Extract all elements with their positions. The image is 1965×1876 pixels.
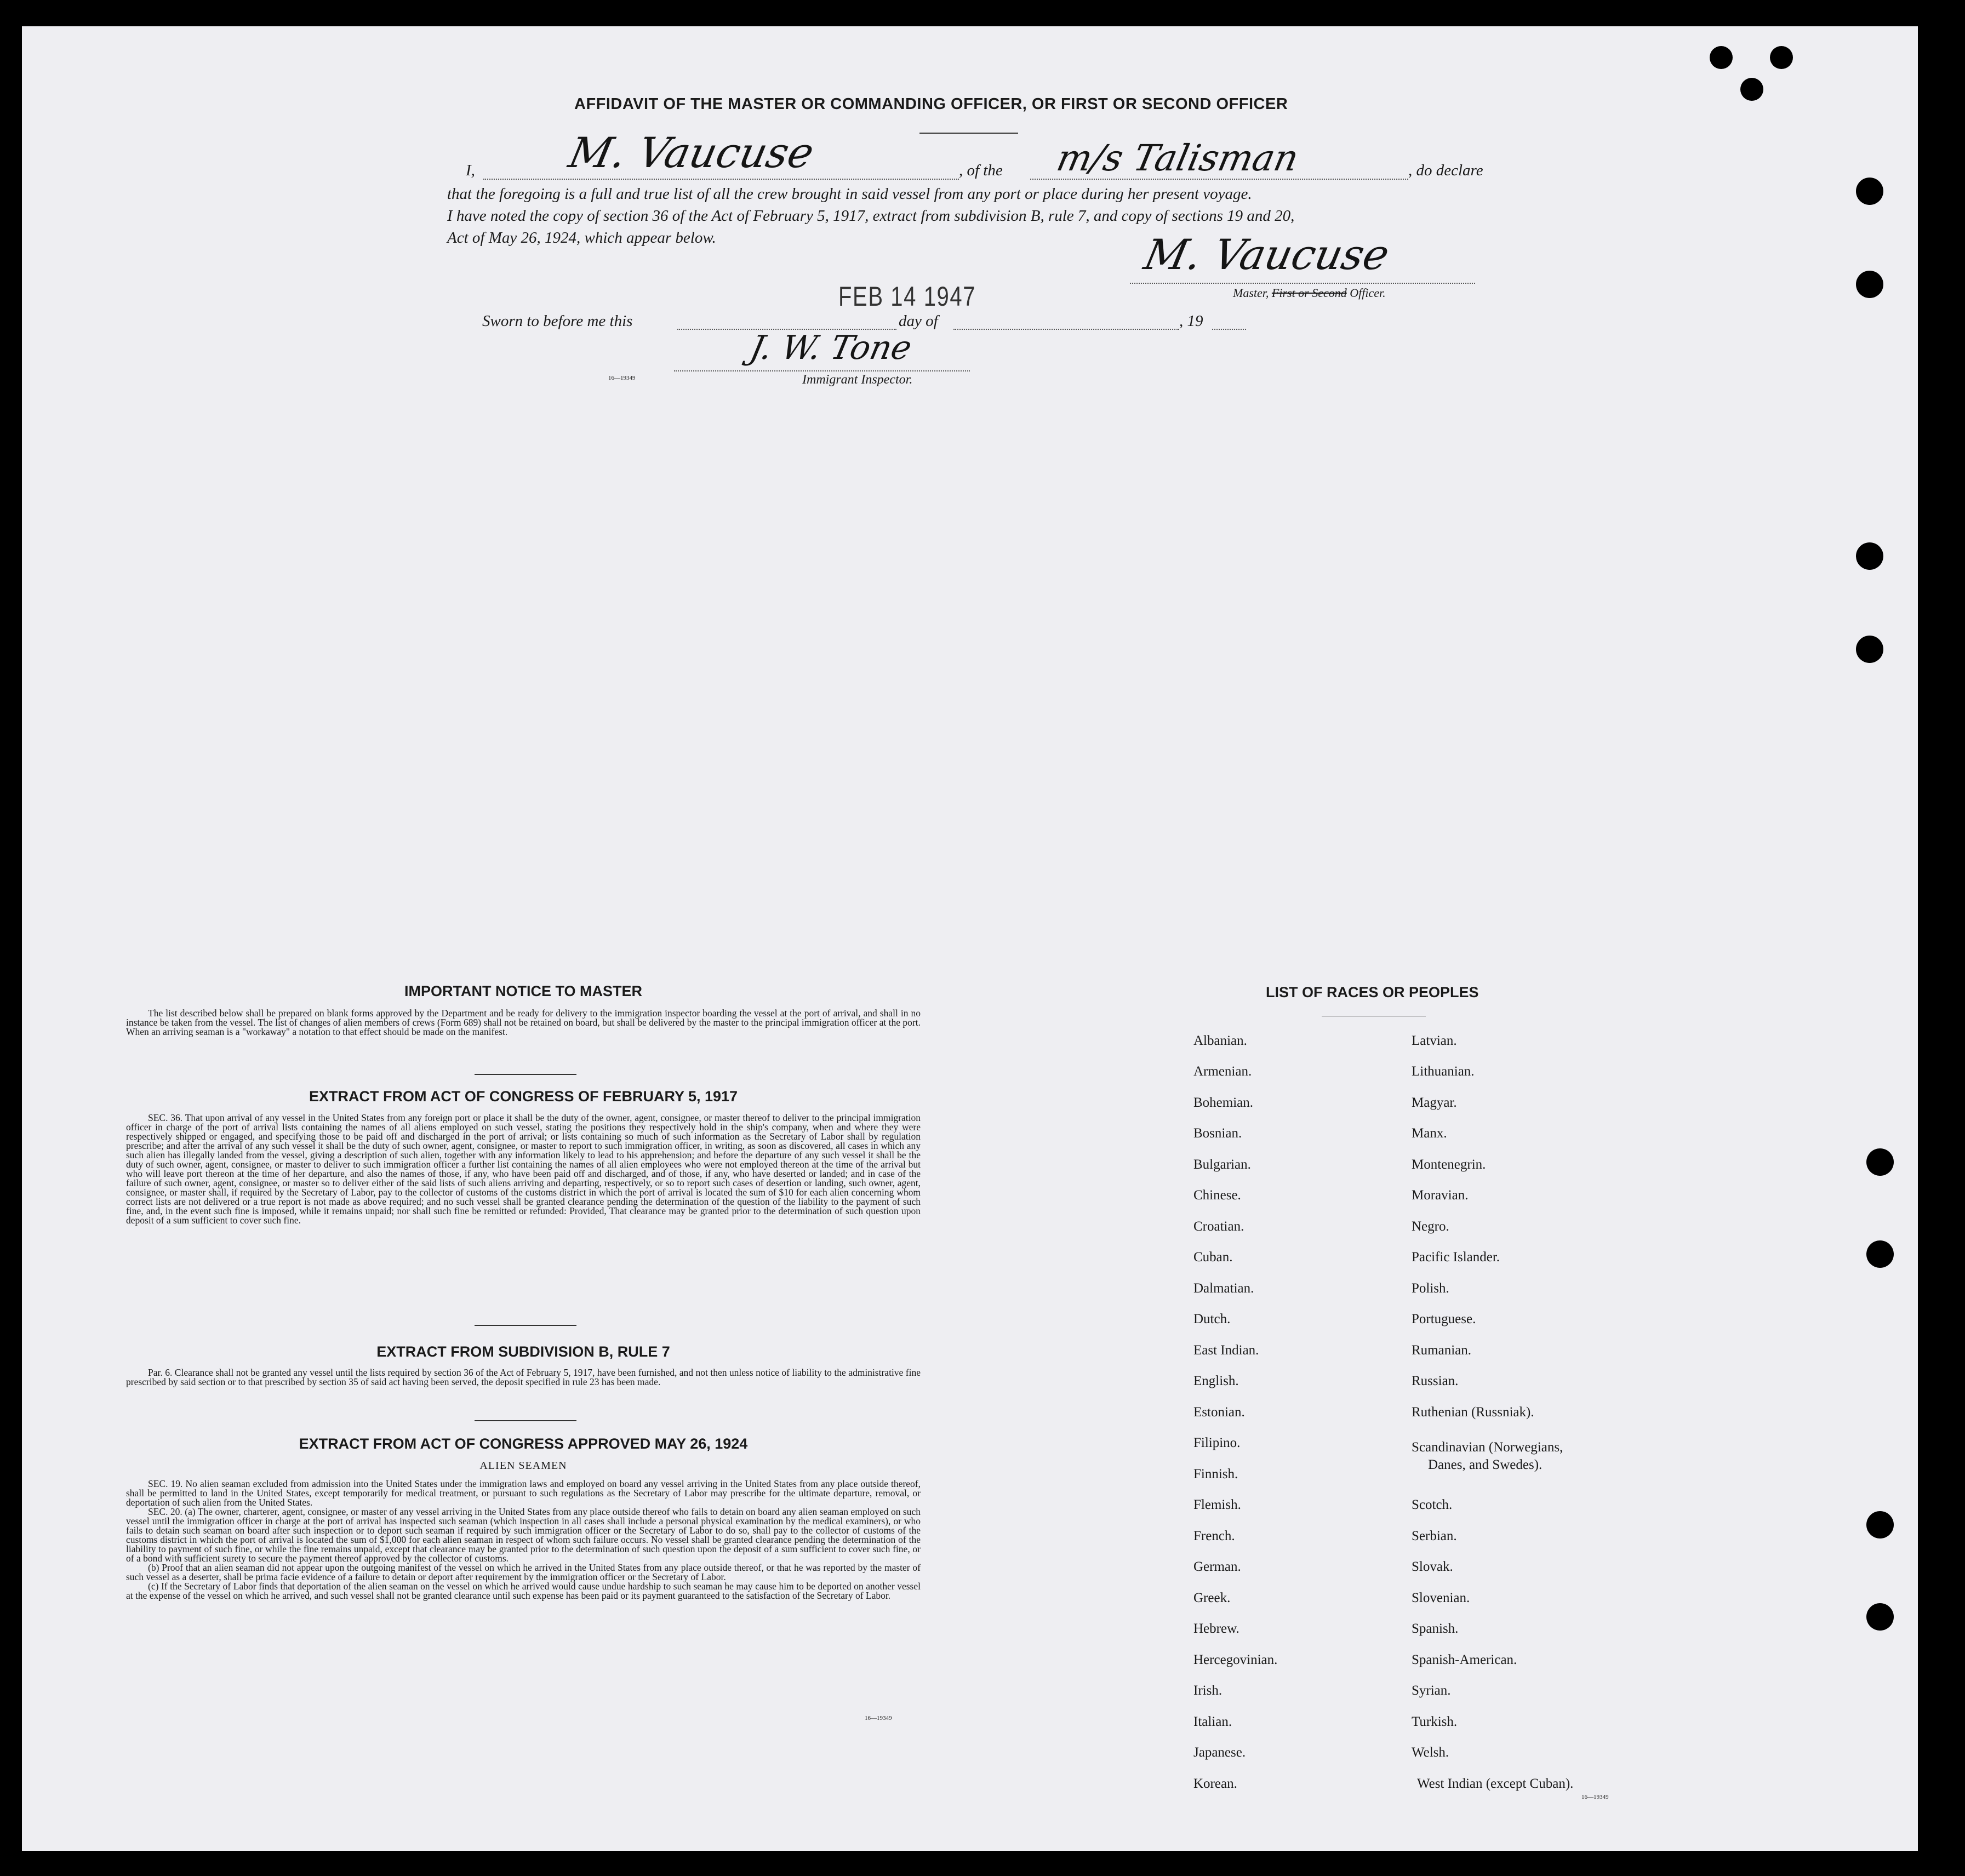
- extract-1924-title: EXTRACT FROM ACT OF CONGRESS APPROVED MAY 26, 1924: [299, 1435, 748, 1452]
- race-item: Manx.: [1412, 1126, 1447, 1141]
- race-item: Estonian.: [1193, 1405, 1245, 1420]
- rule-7-text: Par. 6. Clearance shall not be granted any vessel until the lists required by section 36 of the Act of February 5, 1917, have been furnished, and not then unless notice of liability to the administrative fine prescribed by said section or to that prescribed by section 35 of said act having been served, the deposit specified in rule 23 has been made.: [126, 1367, 921, 1387]
- date-stamp: FEB 14 1947: [838, 281, 976, 312]
- master-label-struck: First or Second: [1271, 286, 1347, 300]
- inspector-label: Immigrant Inspector.: [802, 373, 913, 387]
- form-number-left: 16—19349: [865, 1715, 892, 1721]
- race-item: Serbian.: [1412, 1529, 1457, 1543]
- race-item: French.: [1193, 1529, 1235, 1543]
- section-20a-text: SEC. 20. (a) The owner, charterer, agent, consignee, or master of any vessel arriving in the United States from any place outside thereof who fails to detain on board any alien seaman employed on such vessel until the immigration officer in charge at the port of arrival has inspected such seaman (which inspection in all cases shall include a personal physical examination by the medical examiners), or who fails to detain such seaman on board after such inspection or to deport such seaman if required by such immigration officer or the Secretary of Labor to do so, shall pay to the collector of customs of the customs district in which the port of arrival is located the sum of $1,000 for each alien seaman in respect of whom such failure occurs. No vessel shall be granted clearance pending the determination of the liability to payment of such fine, or while the fine remains unpaid, except that clearance may be granted prior to the determination of such question upon the deposit of a sum sufficient to cover such fine, or of a bond with sufficient surety to secure the payment thereof approved by the collector of customs.: [126, 1506, 921, 1564]
- punch-hole: [1866, 1240, 1894, 1268]
- section-20b-text: (b) Proof that an alien seaman did not appear upon the outgoing manifest of the vessel on which he arrived in the United States from any place outside thereof, or that he was reported by the master of such vessel as a deserter, shall be prima facie evidence of a failure to detain or deport after requirement by the immigration officer or the Secretary of Labor.: [126, 1562, 921, 1582]
- race-item: Irish.: [1193, 1683, 1223, 1698]
- race-item: Finnish.: [1193, 1467, 1238, 1482]
- master-name-handwriting: M. Vaucuse: [564, 128, 819, 177]
- section-20c-text: (c) If the Secretary of Labor finds that deportation of the alien seaman on the vessel on which he arrived would cause undue hardship to such seaman he may cause him to be deported on another vessel at the expense of the vessel on which he arrived, and such vessel shall not be granted clearance until such expense has been paid or its payment guaranteed to the satisfaction of the Secretary of Labor.: [126, 1581, 921, 1601]
- race-item: Bosnian.: [1193, 1126, 1242, 1141]
- punch-hole: [1866, 1603, 1894, 1631]
- sworn-month-field: [953, 329, 1179, 330]
- do-declare-label: , do declare: [1408, 162, 1483, 179]
- race-item: Bulgarian.: [1193, 1157, 1251, 1172]
- race-item: Spanish.: [1412, 1621, 1459, 1636]
- race-item: Lithuanian.: [1412, 1064, 1475, 1079]
- day-of-label: day of: [899, 312, 938, 330]
- race-item: Rumanian.: [1412, 1343, 1472, 1358]
- race-item: Ruthenian (Russniak).: [1412, 1405, 1534, 1420]
- race-item: Italian.: [1193, 1714, 1232, 1729]
- master-label-kept: Master,: [1233, 286, 1269, 300]
- section-divider: [475, 1325, 576, 1326]
- punch-hole: [1866, 1148, 1894, 1176]
- race-item: Russian.: [1412, 1374, 1459, 1388]
- race-item: Armenian.: [1193, 1064, 1252, 1079]
- punch-hole: [1740, 78, 1763, 101]
- extract-1917-text: SEC. 36. That upon arrival of any vessel in the United States from any foreign port or place it shall be the duty of the owner, agent, consignee, or master thereof to deliver to the principal immigration officer in charge of the port of arrival lists containing the names of all aliens employed on such vessel, stating the positions they respectively hold in the ship's company, when and where they were respectively shipped or engaged, and specifying those to be paid off and discharged in the port of arrival; or lists containing so much of such information as the Secretary of Labor shall by regulation prescribe; and after the arrival of any such vessel it shall be the duty of such owner, agent, consignee, or master to report to such immigration officer, in writing, as soon as discovered, all cases in which any such alien has illegally landed from the vessel, giving a description of such alien, together with any information likely to lead to his apprehension; and before the departure of any such vessel it shall be the duty of such owner, agent, consignee, or master to deliver to such immigration officer a further list containing the names of all alien employees who were not employed thereon at the time of the arrival but who will leave port thereon at the time of her departure, and also the names of those, if any, who have been paid off and discharged, and of those, if any, who have deserted or landed; and in case of the failure of such owner, agent, consignee, or master so to deliver either of the said lists of such aliens arriving and departing, respectively, or so to report such cases of desertion or landing, such owner, agent, consignee, or master shall, if required by the Secretary of Labor, pay to the collector of customs of the customs district in which the port of arrival is located the sum of $10 for each alien concerning whom correct lists are not delivered or a true report is not made as above required; and no such vessel shall be granted clearance pending the determination of the question of the liability to the payment of such fine, and, in the event such fine is imposed, while it remains unpaid; nor shall such fine be remitted or refunded: Provided, That clearance may be granted prior to the determination of such question upon deposit of a sum sufficient to cover such fine.: [126, 1112, 921, 1226]
- race-item: Scotch.: [1412, 1497, 1453, 1512]
- race-item: Montenegrin.: [1412, 1157, 1486, 1172]
- year-label: , 19: [1179, 312, 1203, 330]
- race-item: Negro.: [1412, 1219, 1449, 1234]
- affidavit-title: AFFIDAVIT OF THE MASTER OR COMMANDING OFFICER, OR FIRST OR SECOND OFFICER: [574, 95, 1288, 113]
- race-item: Portuguese.: [1412, 1312, 1476, 1326]
- master-label: [1233, 286, 1386, 300]
- race-item: Albanian.: [1193, 1033, 1247, 1048]
- inspector-signature: J. W. Tone: [746, 329, 915, 367]
- race-item: Flemish.: [1193, 1497, 1241, 1512]
- race-item: Hebrew.: [1193, 1621, 1239, 1636]
- section-divider: [475, 1074, 576, 1075]
- extract-1917-title: EXTRACT FROM ACT OF CONGRESS OF FEBRUARY 5, 1917: [309, 1088, 738, 1105]
- race-item: Pacific Islander.: [1412, 1250, 1500, 1265]
- alien-seamen-subtitle: ALIEN SEAMEN: [479, 1460, 567, 1472]
- punch-hole: [1866, 1511, 1894, 1538]
- race-item: Polish.: [1412, 1281, 1449, 1296]
- race-item: Greek.: [1193, 1591, 1231, 1605]
- sworn-year-field: [1212, 329, 1246, 330]
- affidavit-line-2: that the foregoing is a full and true list of all the crew brought in said vessel from any port or place during her present voyage.: [447, 185, 1252, 203]
- race-item: Hercegovinian.: [1193, 1652, 1278, 1667]
- affidavit-i-prefix: I,: [466, 162, 475, 179]
- vessel-name-handwriting: m/s Talisman: [1053, 137, 1303, 179]
- race-item: Moravian.: [1412, 1188, 1469, 1203]
- race-item: Scandinavian (Norwegians,: [1412, 1440, 1563, 1455]
- master-signature: M. Vaucuse: [1140, 230, 1394, 279]
- race-item: East Indian.: [1193, 1343, 1259, 1358]
- title-divider: [919, 133, 1018, 134]
- race-item: English.: [1193, 1374, 1239, 1388]
- race-item: German.: [1193, 1559, 1241, 1574]
- rule-7-title: EXTRACT FROM SUBDIVISION B, RULE 7: [376, 1343, 670, 1360]
- affidavit-line-4: Act of May 26, 1924, which appear below.: [447, 229, 716, 247]
- notice-text: The list described below shall be prepared on blank forms approved by the Department and be ready for delivery to the immigration inspector boarding the vessel at the port of arrival, and shall in no instance be taken from the vessel. The list of changes of alien members of crews (Form 689) shall not be retained on board, but shall be delivered by the master to the principal immigration officer at the port. When an arriving seaman is a "workaway" a notation to that effect should be made on the manifest.: [126, 1008, 921, 1037]
- notice-title: IMPORTANT NOTICE TO MASTER: [404, 983, 642, 999]
- race-item: Slovak.: [1412, 1559, 1453, 1574]
- race-item: Spanish-American.: [1412, 1652, 1517, 1667]
- master-label-end: Officer.: [1350, 286, 1386, 300]
- sworn-label: Sworn to before me this: [482, 312, 633, 330]
- race-item: Korean.: [1193, 1776, 1237, 1791]
- race-item: Chinese.: [1193, 1188, 1241, 1203]
- race-item: Latvian.: [1412, 1033, 1457, 1048]
- master-signature-line: [1130, 283, 1475, 284]
- extract-1924-body: [126, 1479, 921, 1600]
- section-19-text: SEC. 19. No alien seaman excluded from admission into the United States under the immigration laws and employed on board any vessel arriving in the United States from any place outside thereof, shall be permitted to land in the United States, except temporarily for medical treatment, or pursuant to such regulations as the Secretary of Labor may prescribe for the ultimate departure, removal, or deportation of such alien from the United States.: [126, 1478, 921, 1508]
- race-item: Dutch.: [1193, 1312, 1231, 1326]
- race-item: Japanese.: [1193, 1745, 1246, 1760]
- race-item: Welsh.: [1412, 1745, 1449, 1760]
- race-item: Cuban.: [1193, 1250, 1233, 1265]
- affidavit-line-3: I have noted the copy of section 36 of the Act of February 5, 1917, extract from subdivision B, rule 7, and copy of sections 19 and 20,: [447, 207, 1295, 225]
- races-title: LIST OF RACES OR PEOPLES: [1266, 984, 1479, 1000]
- name-field: [483, 179, 959, 180]
- punch-hole: [1856, 542, 1883, 570]
- section-divider: [475, 1420, 576, 1421]
- of-the-label: , of the: [959, 162, 1003, 179]
- race-item: West Indian (except Cuban).: [1417, 1776, 1574, 1791]
- punch-hole: [1770, 46, 1793, 69]
- race-item: Bohemian.: [1193, 1095, 1254, 1110]
- race-item: Danes, and Swedes).: [1428, 1457, 1543, 1472]
- race-item: Filipino.: [1193, 1435, 1241, 1450]
- form-number-right: 16—19349: [1581, 1794, 1609, 1800]
- punch-hole: [1856, 636, 1883, 663]
- punch-hole: [1856, 178, 1883, 205]
- race-item: Turkish.: [1412, 1714, 1458, 1729]
- race-item: Croatian.: [1193, 1219, 1244, 1234]
- inspector-signature-line: [674, 370, 970, 371]
- race-item: Syrian.: [1412, 1683, 1451, 1698]
- punch-hole: [1710, 46, 1733, 69]
- race-item: Dalmatian.: [1193, 1281, 1254, 1296]
- punch-hole: [1856, 271, 1883, 298]
- form-number-top: 16—19349: [608, 375, 636, 381]
- race-item: Magyar.: [1412, 1095, 1457, 1110]
- race-item: Slovenian.: [1412, 1591, 1470, 1605]
